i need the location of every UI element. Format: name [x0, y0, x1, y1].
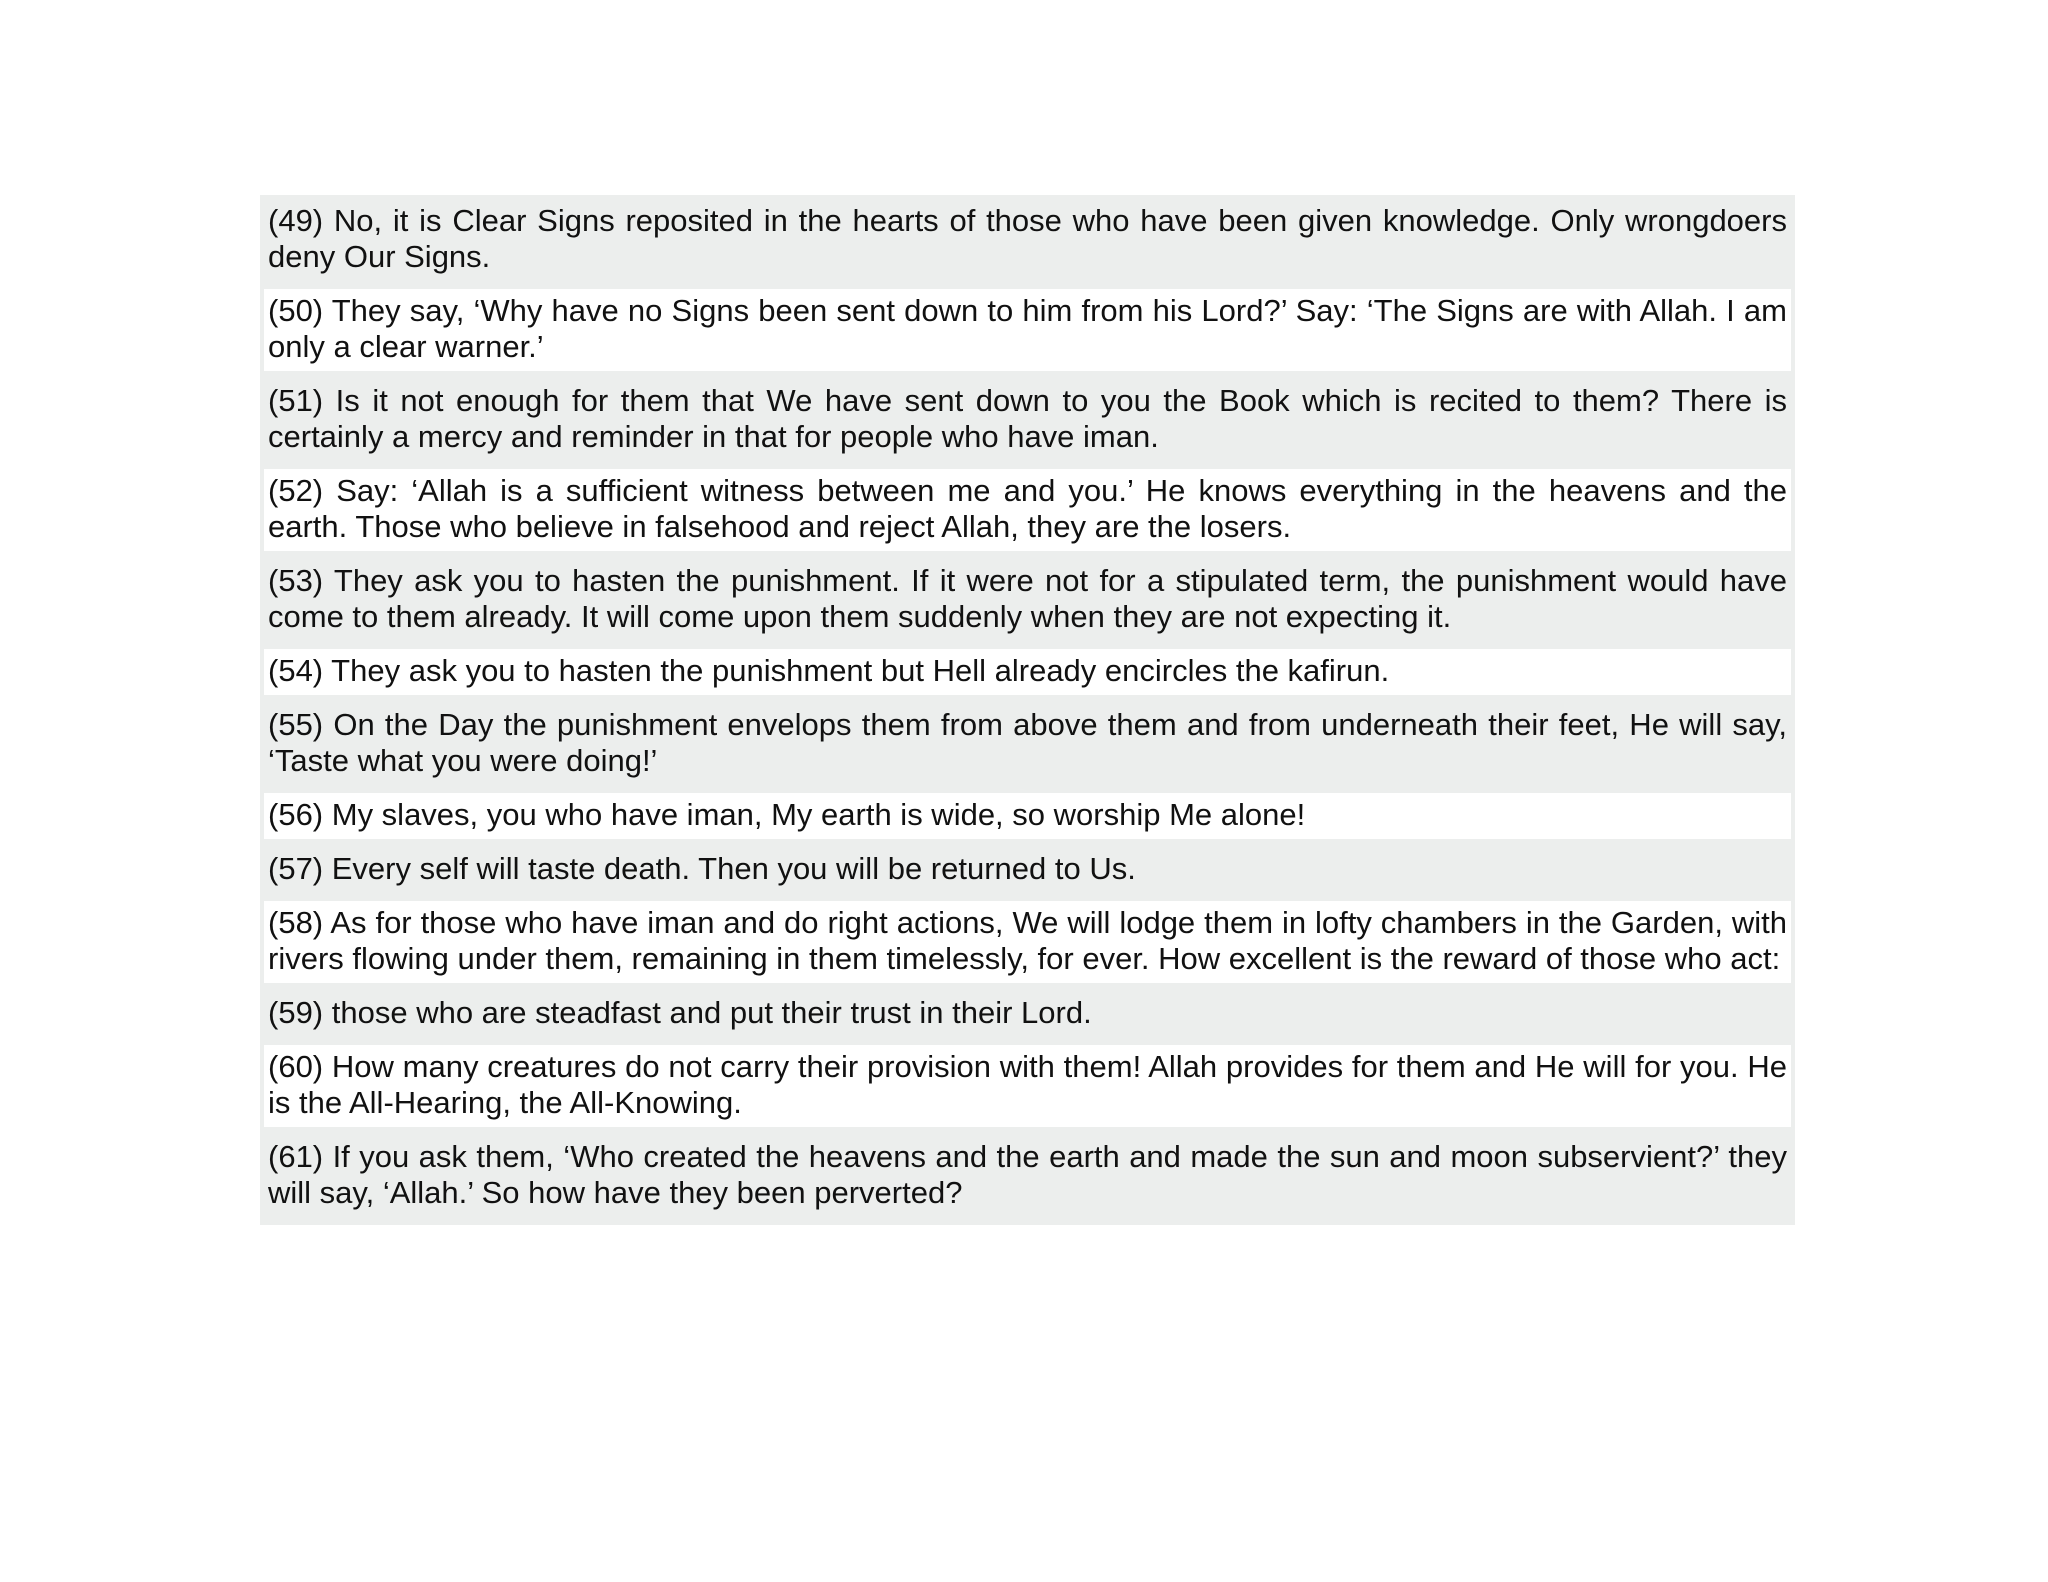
verse-51: (51) Is it not enough for them that We have sent down to you the Book which is recited to them? There is certainly a mercy and reminder in that for people who have iman. [264, 379, 1791, 461]
verse-53: (53) They ask you to hasten the punishment. If it were not for a stipulated term, the punishment would have come to them already. It will come upon them suddenly when they are not expecting it. [264, 559, 1791, 641]
verse-50: (50) They say, ‘Why have no Signs been sent down to him from his Lord?’ Say: ‘The Signs are with Allah. I am only a clear warner.’ [264, 289, 1791, 371]
verse-58: (58) As for those who have iman and do right actions, We will lodge them in lofty chambers in the Garden, with rivers flowing under them, remaining in them timelessly, for ever. How excellent is the reward of those who act: [264, 901, 1791, 983]
verse-59: (59) those who are steadfast and put their trust in their Lord. [264, 991, 1791, 1037]
verse-56: (56) My slaves, you who have iman, My earth is wide, so worship Me alone! [264, 793, 1791, 839]
verse-52: (52) Say: ‘Allah is a sufficient witness between me and you.’ He knows everything in the heavens and the earth. Those who believe in falsehood and reject Allah, they are the losers. [264, 469, 1791, 551]
verse-60: (60) How many creatures do not carry their provision with them! Allah provides for them and He will for you. He is the All-Hearing, the All-Knowing. [264, 1045, 1791, 1127]
verse-61: (61) If you ask them, ‘Who created the heavens and the earth and made the sun and moon subservient?’ they will say, ‘Allah.’ So how have they been perverted? [264, 1135, 1791, 1217]
verse-55: (55) On the Day the punishment envelops them from above them and from underneath their feet, He will say, ‘Taste what you were doing!’ [264, 703, 1791, 785]
verse-57: (57) Every self will taste death. Then you will be returned to Us. [264, 847, 1791, 893]
verse-54: (54) They ask you to hasten the punishment but Hell already encircles the kafirun. [264, 649, 1791, 695]
verse-table [260, 195, 1795, 1225]
verse-49: (49) No, it is Clear Signs reposited in the hearts of those who have been given knowledge. Only wrongdoers deny Our Signs. [264, 199, 1791, 281]
